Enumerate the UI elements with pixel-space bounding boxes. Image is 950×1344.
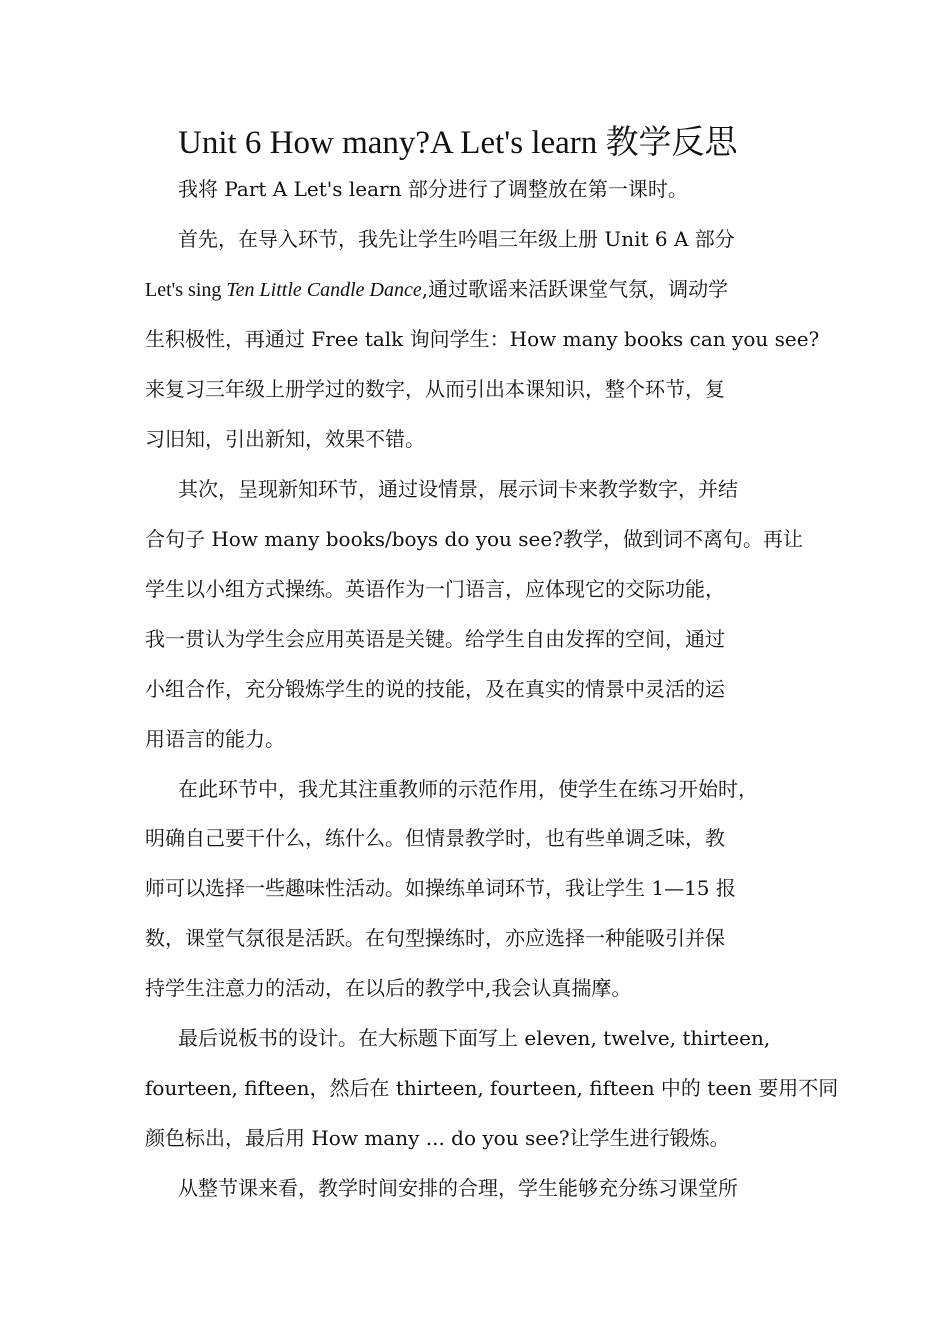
paragraph-line: 首先，在导入环节，我先让学生吟唱三年级上册 Unit 6 A 部分 — [178, 227, 735, 251]
paragraph-line: 在此环节中，我尤其注重教师的示范作用，使学生在练习开始时， — [178, 777, 758, 801]
paragraph-line: 我将 Part A Let's learn 部分进行了调整放在第一课时。 — [178, 177, 688, 201]
text-run: Let's sing — [145, 279, 227, 301]
paragraph-line: 生积极性，再通过 Free talk 询问学生：How many books can you see? — [145, 327, 820, 351]
paragraph-line: 颜色标出，最后用 How many ... do you see?让学生进行锻炼。 — [145, 1126, 730, 1150]
paragraph-line: 学生以小组方式操练。英语作为一门语言，应体现它的交际功能， — [145, 577, 725, 601]
paragraph-line: fourteen, fifteen，然后在 thirteen, fourteen, fifteen 中的 teen 要用不同 — [145, 1076, 839, 1100]
paragraph-line: 合句子 How many books/boys do you see?教学，做到词不离句。再让 — [145, 527, 803, 551]
paragraph-line: 其次，呈现新知环节，通过设情景，展示词卡来教学数字，并结 — [178, 477, 738, 501]
paragraph-line: 从整节课来看，教学时间安排的合理，学生能够充分练习课堂所 — [178, 1176, 738, 1200]
paragraph-line: 明确自己要干什么，练什么。但情景教学时，也有些单调乏味，教 — [145, 826, 725, 850]
text-run: ,通过歌谣来活跃课堂气氛，调动学 — [421, 277, 729, 301]
paragraph-line: 持学生注意力的活动，在以后的教学中,我会认真揣摩。 — [145, 976, 632, 1000]
paragraph-line: 用语言的能力。 — [145, 727, 285, 751]
song-title: Ten Little Candle Dance — [226, 279, 422, 301]
paragraph-line: 数，课堂气氛很是活跃。在句型操练时，亦应选择一种能吸引并保 — [145, 926, 725, 950]
paragraph-line: 师可以选择一些趣味性活动。如操练单词环节，我让学生 1—15 报 — [145, 876, 736, 900]
paragraph-line: 我一贯认为学生会应用英语是关键。给学生自由发挥的空间，通过 — [145, 627, 725, 651]
page-title: Unit 6 How many?A Let's learn 教学反思 — [178, 125, 738, 161]
paragraph-line: 最后说板书的设计。在大标题下面写上 eleven, twelve, thirteen, — [178, 1026, 771, 1050]
paragraph-line — [145, 274, 728, 305]
paragraph-line: 小组合作，充分锻炼学生的说的技能，及在真实的情景中灵活的运 — [145, 677, 725, 701]
paragraph-line: 习旧知，引出新知，效果不错。 — [145, 427, 425, 451]
paragraph-line: 来复习三年级上册学过的数字，从而引出本课知识，整个环节，复 — [145, 377, 725, 401]
